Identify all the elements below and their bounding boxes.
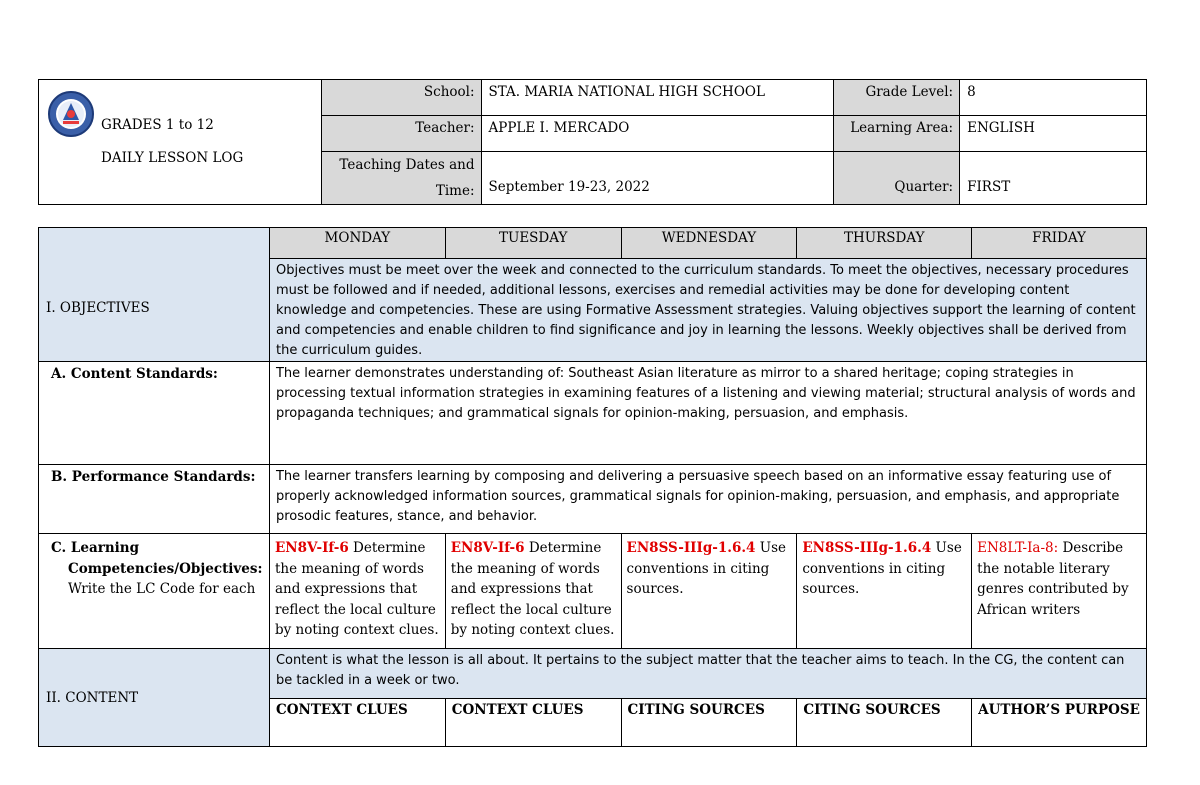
lc-text: Use conventions in citing sources. (626, 540, 787, 597)
header-table (38, 79, 1147, 205)
topic-thursday: CITING SOURCES (797, 699, 972, 747)
teacher-value: APPLE I. MERCADO (481, 116, 834, 152)
competency-friday (972, 534, 1147, 649)
title-cell (39, 80, 322, 205)
competencies-label (39, 534, 270, 649)
lc-code: EN8LT-Ia-8: (977, 540, 1059, 556)
competencies-label-line2: Competencies/Objectives: (68, 560, 263, 577)
objectives-text: Objectives must be meet over the week and connected to the curriculum standards. To meet the objectives, necessary procedures must be followed and if needed, additional lessons, exercises and remedial activities may be done for developing content knowledge and competencies. These are using Formative Assessment strategies. Valuing objectives support the learning of content and competencies and enable children to find significance and joy in learning the lessons. Weekly objectives shall be derived from the curriculum guides. (269, 259, 1146, 362)
competency-thursday (797, 534, 972, 649)
dates-label-line1: Teaching Dates and (339, 157, 475, 173)
quarter-label: Quarter: (834, 152, 960, 205)
content-text: Content is what the lesson is all about. It pertains to the subject matter that the teacher aims to teach. In the CG, the content can be tackled in a week or two. (269, 649, 1146, 699)
content-label: II. CONTENT (39, 649, 270, 747)
day-header-monday: MONDAY (269, 228, 445, 259)
grade-value: 8 (960, 80, 1147, 116)
topic-tuesday: CONTEXT CLUES (445, 699, 621, 747)
school-value: STA. MARIA NATIONAL HIGH SCHOOL (481, 80, 834, 116)
dates-label (321, 152, 481, 205)
lc-text: Determine the meaning of words and expressions that reflect the local culture by noting context clues. (274, 540, 439, 638)
competencies-label-line3: Write the LC Code for each (68, 581, 256, 597)
content-standards-label: A. Content Standards: (39, 362, 270, 465)
day-header-tuesday: TUESDAY (445, 228, 621, 259)
competency-tuesday (445, 534, 621, 649)
lc-code: EN8SS-IIIg-1.6.4 (802, 540, 932, 556)
lc-code: EN8V-If-6 (450, 540, 525, 556)
objectives-label: I. OBJECTIVES (39, 228, 270, 362)
area-label: Learning Area: (834, 116, 960, 152)
competencies-label-line1: C. Learning (51, 540, 140, 556)
grade-label: Grade Level: (834, 80, 960, 116)
lc-code: EN8SS-IIIg-1.6.4 (626, 540, 756, 556)
area-value: ENGLISH (960, 116, 1147, 152)
day-header-thursday: THURSDAY (797, 228, 972, 259)
lc-text: Determine the meaning of words and expressions that reflect the local culture by noting context clues. (450, 540, 615, 638)
topic-monday: CONTEXT CLUES (269, 699, 445, 747)
topic-wednesday: CITING SOURCES (621, 699, 797, 747)
topic-friday: AUTHOR’S PURPOSE (972, 699, 1147, 747)
competency-monday (269, 534, 445, 649)
deped-seal-icon (47, 90, 95, 138)
performance-standards-text: The learner transfers learning by composing and delivering a persuasive speech based on an informative essay featuring use of properly acknowledged information sources, grammatical signals for opinion-making, persuasion, and emphasis, and appropriate prosodic features, stance, and behavior. (269, 465, 1146, 534)
title-line-1: GRADES 1 to 12 (101, 117, 214, 133)
title-line-2: DAILY LESSON LOG (101, 150, 244, 166)
performance-standards-label: B. Performance Standards: (39, 465, 270, 534)
content-standards-text: The learner demonstrates understanding of: Southeast Asian literature as mirror to a shared heritage; coping strategies in processing textual information strategies in examining features of a listening and viewing material; structural analysis of words and propaganda techniques; and grammatical signals for opinion-making, persuasion, and emphasis. (269, 362, 1146, 465)
competency-wednesday (621, 534, 797, 649)
lc-code: EN8V-If-6 (274, 540, 349, 556)
day-header-friday: FRIDAY (972, 228, 1147, 259)
lc-text: Describe the notable literary genres contributed by African writers (977, 540, 1129, 618)
lc-text: Use conventions in citing sources. (802, 540, 962, 597)
school-label: School: (321, 80, 481, 116)
day-header-wednesday: WEDNESDAY (621, 228, 797, 259)
dates-value: September 19-23, 2022 (481, 152, 834, 205)
dates-label-line2: Time: (435, 183, 475, 199)
teacher-label: Teacher: (321, 116, 481, 152)
lesson-log-table (38, 227, 1147, 747)
quarter-value: FIRST (960, 152, 1147, 205)
